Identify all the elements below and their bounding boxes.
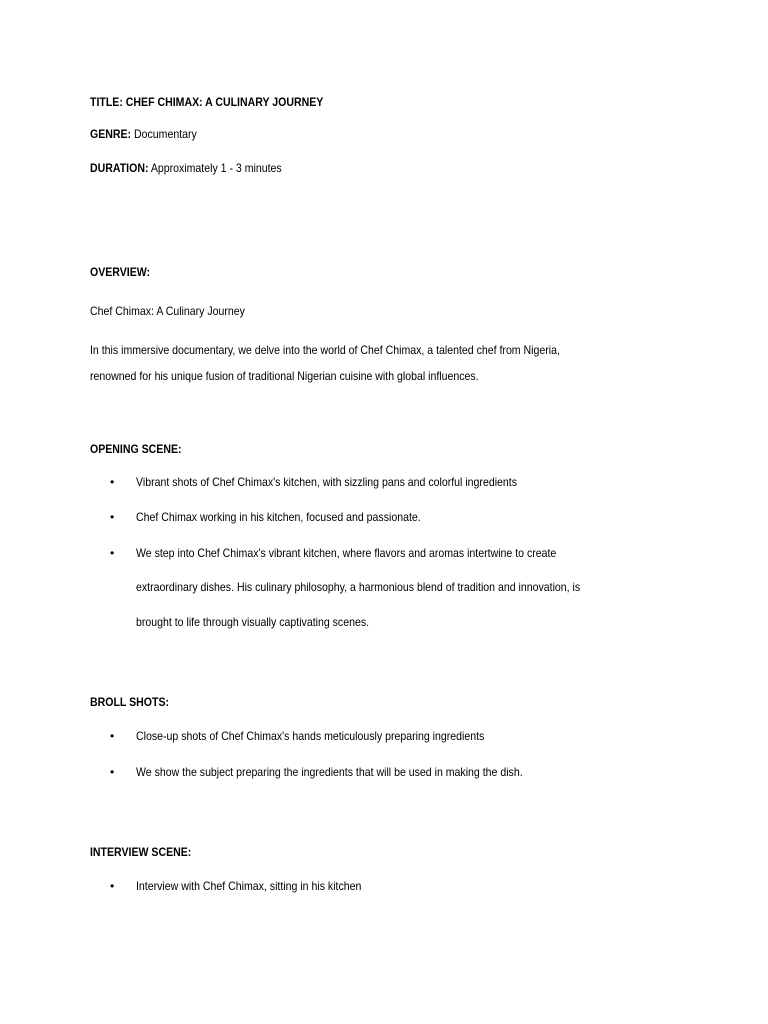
interview-bullet: Interview with Chef Chimax, sitting in his kitchen xyxy=(136,879,362,893)
bullet-icon: • xyxy=(110,475,115,489)
overview-subtitle: Chef Chimax: A Culinary Journey xyxy=(90,304,245,318)
genre-line xyxy=(90,126,197,142)
bullet-icon: • xyxy=(110,729,115,743)
genre-value: Documentary xyxy=(131,127,197,141)
title-label: TITLE: xyxy=(90,95,123,109)
title-value: CHEF CHIMAX: A CULINARY JOURNEY xyxy=(125,95,324,109)
opening-bullet: We step into Chef Chimax's vibrant kitchen, where flavors and aromas intertwine to create xyxy=(136,546,557,560)
opening-scene-heading: OPENING SCENE: xyxy=(90,442,182,456)
overview-paragraph-line: renowned for his unique fusion of traditional Nigerian cuisine with global influences. xyxy=(90,369,479,383)
duration-line xyxy=(90,160,282,176)
overview-paragraph-line: In this immersive documentary, we delve into the world of Chef Chimax, a talented chef from Nigeria, xyxy=(90,343,560,357)
opening-bullet: Chef Chimax working in his kitchen, focused and passionate. xyxy=(136,510,421,524)
genre-label: GENRE: xyxy=(90,127,132,141)
bullet-icon: • xyxy=(110,879,115,893)
broll-heading: BROLL SHOTS: xyxy=(90,695,170,709)
opening-bullet-continuation: extraordinary dishes. His culinary philosophy, a harmonious blend of tradition and innovation, is xyxy=(136,580,581,594)
title-line xyxy=(90,94,323,110)
overview-heading: OVERVIEW: xyxy=(90,265,151,279)
opening-bullet-continuation: brought to life through visually captivating scenes. xyxy=(136,615,370,629)
broll-bullet: Close-up shots of Chef Chimax's hands meticulously preparing ingredients xyxy=(136,729,485,743)
bullet-icon: • xyxy=(110,510,115,524)
bullet-icon: • xyxy=(110,765,115,779)
opening-bullet: Vibrant shots of Chef Chimax's kitchen, with sizzling pans and colorful ingredients xyxy=(136,475,518,489)
broll-bullet: We show the subject preparing the ingredients that will be used in making the dish. xyxy=(136,765,523,779)
interview-heading: INTERVIEW SCENE: xyxy=(90,845,192,859)
duration-value: Approximately 1 - 3 minutes xyxy=(148,161,282,175)
bullet-icon: • xyxy=(110,546,115,560)
duration-label: DURATION: xyxy=(90,161,149,175)
